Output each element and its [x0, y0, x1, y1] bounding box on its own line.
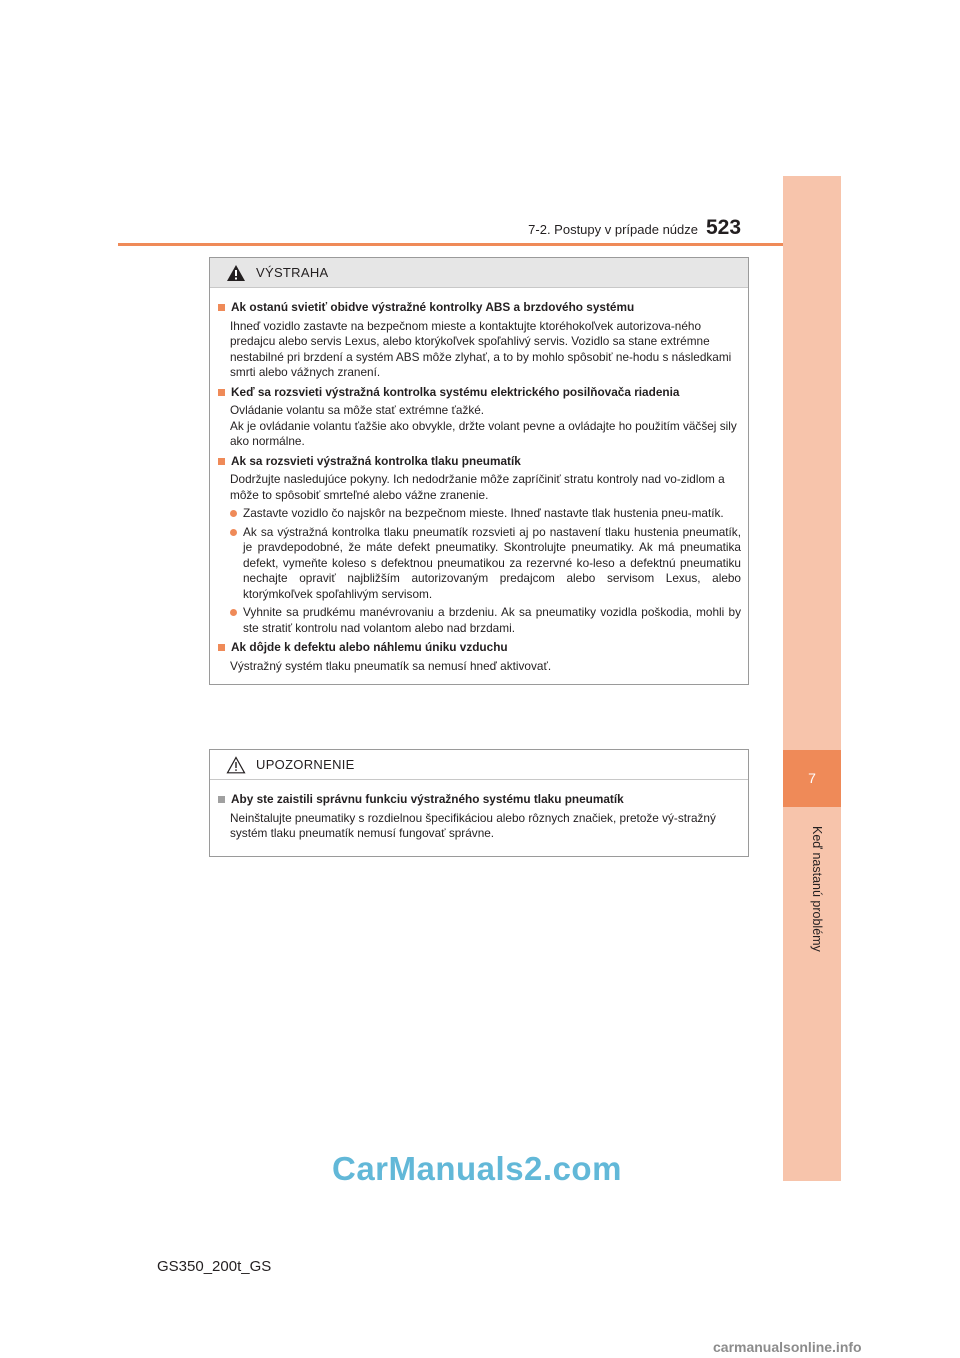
chapter-number: 7: [808, 770, 816, 786]
warning-label: VÝSTRAHA: [256, 265, 329, 280]
chapter-side-tab: [783, 176, 841, 1181]
watermark-corner: carmanualsonline.info: [713, 1339, 862, 1355]
watermark-logo: CarManuals2.com: [332, 1150, 622, 1187]
square-bullet-icon: [218, 796, 225, 803]
chapter-title: Keď nastanú problémy: [810, 826, 824, 952]
square-bullet-icon: [218, 304, 225, 311]
notice-box: [209, 749, 749, 857]
warning-heading-puncture: Ak dôjde k defektu alebo náhlemu úniku vzduchu: [218, 640, 741, 656]
warning-body: [210, 288, 748, 684]
warning-text-eps-2: Ak je ovládanie volantu ťažšie ako obvykle, držte volant pevne a ovládajte ho použitím väčšej sily ako normálne.: [230, 418, 737, 448]
square-bullet-icon: [218, 458, 225, 465]
warning-heading-abs: Ak ostanú svietiť obidve výstražné kontrolky ABS a brzdového systému: [218, 300, 741, 316]
notice-heading: Aby ste zaistili správnu funkciu výstražného systému tlaku pneumatík: [218, 792, 741, 808]
list-item: Zastavte vozidlo čo najskôr na bezpečnom mieste. Ihneď nastavte tlak hustenia pneu-matík.: [218, 506, 741, 522]
notice-header: [210, 750, 748, 780]
warning-text-eps-1: Ovládanie volantu sa môže stať extrémne ťažké.: [230, 403, 485, 417]
square-bullet-icon: [218, 644, 225, 651]
list-item: Ak sa výstražná kontrolka tlaku pneumatík rozsvieti aj po nastavení tlaku hustenia pneumatík, je pravdepodobné, že máte defekt pneumatiky. Skontrolujte pneumatiky. Ak má pneumatika defekt, vymeňte koleso s defektnou pneumatikou za rezervné ko-leso a defektnú pneumatiku nechajte opraviť najbližším autorizovaným predajcom alebo servisom Lexus, alebo ktorýmkoľvek spoľahlivým servisom.: [218, 525, 741, 603]
page-number: 523: [706, 216, 742, 239]
notice-label: UPOZORNENIE: [256, 757, 355, 772]
warning-text-abs: Ihneď vozidlo zastavte na bezpečnom mieste a kontaktujte ktoréhokoľvek autorizova-ného predajcu alebo servis Lexus, alebo ktorýkoľvek spoľahlivý servis. Vozidlo sa stane extrémne nestabilné pri brzdení a systém ABS môže zlyhať, a to by mohlo spôsobiť ne-hodu s následkami smrti alebo vážnych zranení.: [230, 318, 732, 379]
header-rule: [118, 243, 783, 246]
warning-heading-eps: Keď sa rozsvieti výstražná kontrolka systému elektrického posilňovača riadenia: [218, 385, 741, 401]
notice-text: Neinštalujte pneumatiky s rozdielnou špecifikáciou alebo rôznych značiek, pretože vý-stražný systém tlaku pneumatík nemusí fungovať správne.: [230, 810, 716, 840]
square-bullet-icon: [218, 389, 225, 396]
warning-box: [209, 257, 749, 685]
warning-header: [210, 258, 748, 288]
warning-icon: [226, 264, 246, 282]
footer-model: GS350_200t_GS: [157, 1258, 272, 1275]
caution-icon: [226, 756, 246, 774]
round-bullet-icon: [230, 510, 237, 517]
warning-heading-tpws: Ak sa rozsvieti výstražná kontrolka tlaku pneumatík: [218, 454, 741, 470]
warning-text-tpws: Dodržujte nasledujúce pokyny. Ich nedodržanie môže zapríčiniť stratu kontroly nad vo-zidlom a môže to spôsobiť smrteľné alebo vážne zranenie.: [230, 472, 725, 502]
round-bullet-icon: [230, 529, 237, 536]
section-title: 7-2. Postupy v prípade núdze: [528, 222, 698, 237]
round-bullet-icon: [230, 609, 237, 616]
warning-text-puncture: Výstražný systém tlaku pneumatík sa nemusí hneď aktivovať.: [230, 658, 552, 673]
notice-body: [210, 780, 748, 856]
list-item: Vyhnite sa prudkému manévrovaniu a brzdeniu. Ak sa pneumatiky vozidla poškodia, mohli by ste stratiť kontrolu nad volantom alebo nad brzdami.: [218, 605, 741, 636]
